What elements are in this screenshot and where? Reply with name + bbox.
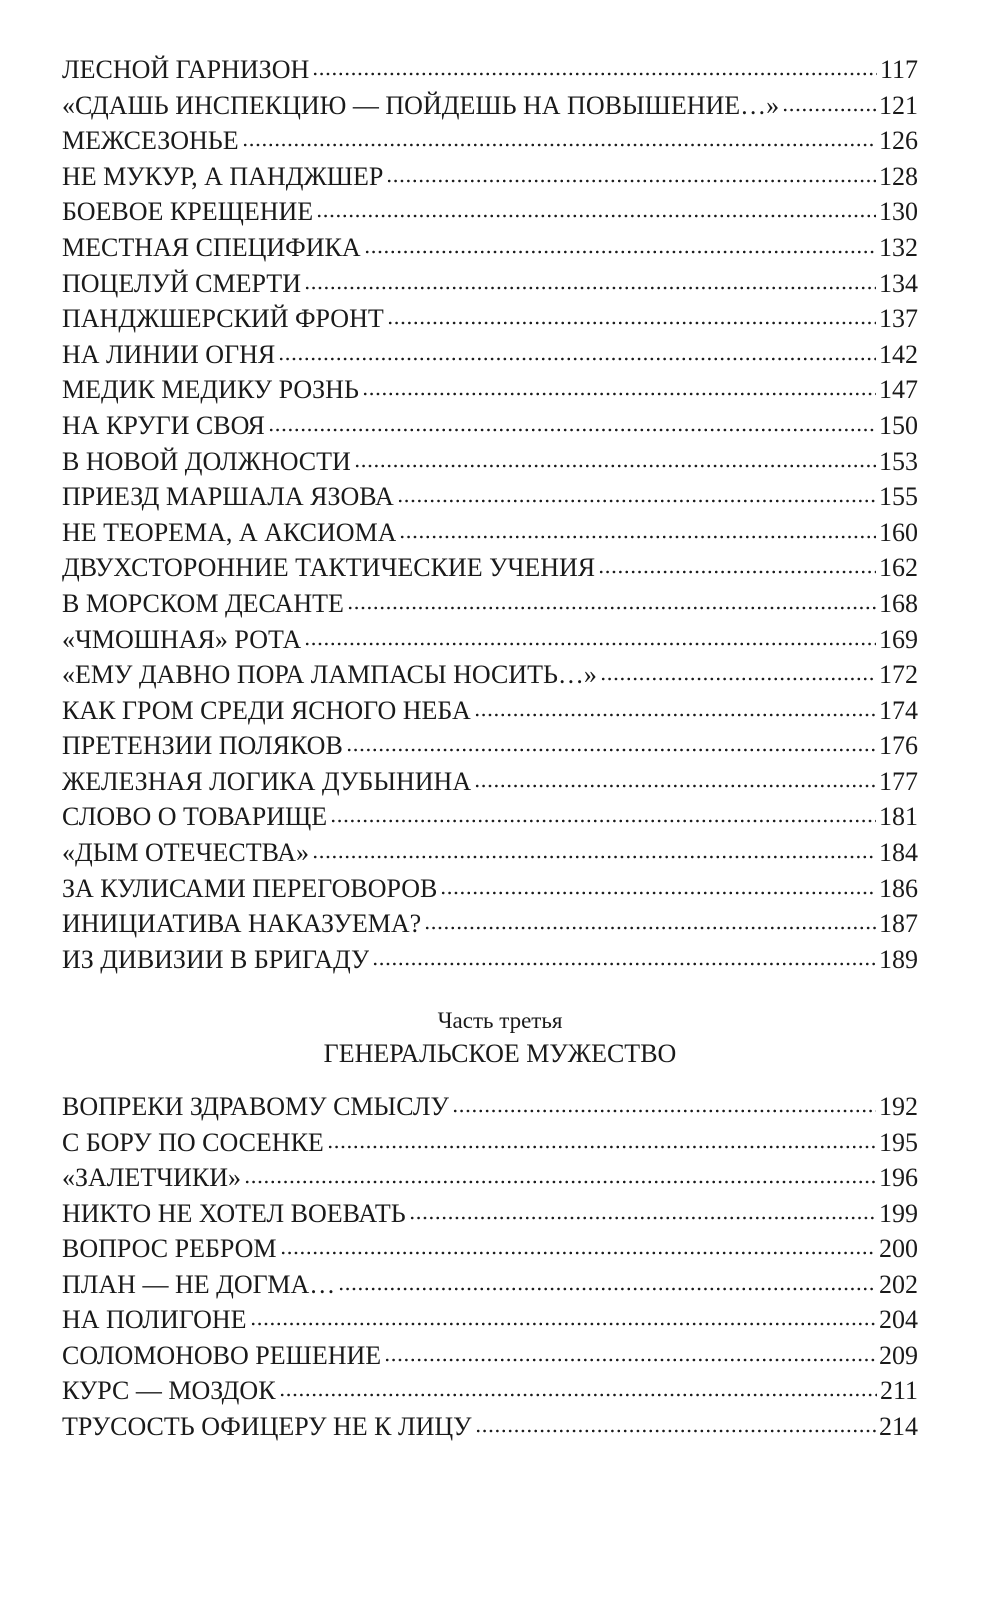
toc-entry [62, 230, 918, 266]
toc-entry [62, 88, 918, 124]
entry-page-number: 199 [879, 1198, 918, 1228]
dot-leader [279, 1393, 877, 1397]
toc-entry [62, 408, 918, 444]
entry-page-number: 147 [879, 375, 918, 405]
toc-entry [62, 1267, 918, 1303]
entry-title: НИКТО НЕ ХОТЕЛ ВОЕВАТЬ [62, 1198, 406, 1228]
entry-page-number: 214 [879, 1411, 918, 1441]
dot-leader [474, 713, 876, 717]
toc-entry [62, 799, 918, 835]
dot-leader [244, 1180, 876, 1184]
toc-entry [62, 266, 918, 302]
dot-leader [475, 1429, 876, 1433]
toc-entry [62, 550, 918, 586]
dot-leader [268, 428, 876, 432]
entry-title: ЗА КУЛИСАМИ ПЕРЕГОВОРОВ [62, 873, 438, 903]
entry-title: НЕ МУКУР, А ПАНДЖШЕР [62, 161, 384, 191]
entry-page-number: 128 [879, 161, 918, 191]
dot-leader [474, 784, 876, 788]
dot-leader [330, 819, 876, 823]
entry-title: ЛЕСНОЙ ГАРНИЗОН [62, 55, 310, 84]
dot-leader [338, 1287, 876, 1291]
entry-title: ИЗ ДИВИЗИИ В БРИГАДУ [62, 944, 370, 974]
dot-leader [312, 855, 876, 859]
toc-entry [62, 515, 918, 551]
entry-page-number: 187 [879, 909, 918, 939]
entry-page-number: 155 [879, 482, 918, 512]
dot-leader [250, 1322, 876, 1326]
entry-title: БОЕВОЕ КРЕЩЕНИЕ [62, 197, 314, 227]
entry-title: НА ЛИНИИ ОГНЯ [62, 339, 276, 369]
entry-title: СЛОВО О ТОВАРИЩЕ [62, 802, 328, 832]
entry-page-number: 209 [879, 1340, 918, 1370]
entry-title: «ЗАЛЕТЧИКИ» [62, 1163, 241, 1192]
entry-page-number: 195 [879, 1127, 918, 1157]
entry-title: «ЕМУ ДАВНО ПОРА ЛАМПАСЫ НОСИТЬ…» [62, 660, 597, 690]
entry-page-number: 176 [879, 731, 918, 761]
toc-entry [62, 1302, 918, 1338]
entry-title: ВОПРОС РЕБРОМ [62, 1234, 277, 1263]
entry-title: ПОЦЕЛУЙ СМЕРТИ [62, 268, 301, 298]
entry-title: ИНИЦИАТИВА НАКАЗУЕМА? [62, 909, 422, 939]
entry-title: ПАНДЖШЕРСКИЙ ФРОНТ [62, 304, 384, 334]
dot-leader [304, 642, 876, 646]
entry-title: В НОВОЙ ДОЛЖНОСТИ [62, 446, 351, 476]
toc-entry [62, 372, 918, 408]
toc-entry [62, 301, 918, 337]
entry-title: «ДЫМ ОТЕЧЕСТВА» [62, 838, 310, 868]
toc-entry [62, 1231, 918, 1267]
entry-title: ЖЕЛЕЗНАЯ ЛОГИКА ДУБЫНИНА [62, 766, 472, 796]
toc-entry [62, 942, 918, 978]
entry-page-number: 189 [879, 944, 918, 974]
entry-title: ВОПРЕКИ ЗДРАВОМУ СМЫСЛУ [62, 1092, 449, 1121]
dot-leader [409, 1216, 876, 1220]
entry-title: ПРЕТЕНЗИИ ПОЛЯКОВ [62, 731, 343, 761]
toc-entry [62, 1125, 918, 1161]
entry-page-number: 172 [879, 660, 918, 690]
entry-title: ТРУСОСТЬ ОФИЦЕРУ НЕ К ЛИЦУ [62, 1411, 472, 1441]
dot-leader [347, 606, 876, 610]
entry-page-number: 200 [879, 1234, 918, 1263]
toc-entry [62, 1160, 918, 1196]
part-title: ГЕНЕРАЛЬСКОЕ МУЖЕСТВО [323, 1039, 677, 1068]
toc-entry [62, 871, 918, 907]
toc-entry [62, 764, 918, 800]
entry-page-number: 160 [879, 517, 918, 547]
entry-title: В МОРСКОМ ДЕСАНТЕ [62, 588, 344, 618]
dot-leader [440, 891, 876, 895]
dot-leader [782, 108, 876, 112]
entry-page-number: 130 [879, 197, 918, 227]
toc-entry [62, 728, 918, 764]
entry-page-number: 204 [879, 1305, 918, 1334]
entry-page-number: 121 [879, 90, 918, 120]
dot-leader [362, 392, 876, 396]
toc-entry [62, 1338, 918, 1374]
entry-page-number: 168 [879, 588, 918, 618]
entry-page-number: 174 [879, 695, 918, 725]
entry-page-number: 137 [879, 304, 918, 334]
entry-page-number: 177 [879, 766, 918, 796]
entry-title: ДВУХСТОРОННИЕ ТАКТИЧЕСКИЕ УЧЕНИЯ [62, 553, 596, 583]
entry-page-number: 192 [879, 1092, 918, 1121]
entry-page-number: 142 [879, 339, 918, 369]
dot-leader [316, 214, 876, 218]
dot-leader [598, 570, 876, 574]
toc-entry [62, 657, 918, 693]
entry-title: С БОРУ ПО СОСЕНКЕ [62, 1127, 324, 1157]
entry-title: КАК ГРОМ СРЕДИ ЯСНОГО НЕБА [62, 695, 471, 725]
dot-leader [304, 286, 876, 290]
dot-leader [280, 1251, 876, 1255]
toc-entry [62, 479, 918, 515]
toc-entry [62, 444, 918, 480]
part-label: Часть третья [437, 1008, 563, 1033]
dot-leader [242, 143, 876, 147]
entry-title: «ЧМОШНАЯ» РОТА [62, 624, 302, 654]
dot-leader [364, 250, 876, 254]
toc-entry [62, 835, 918, 871]
entry-title: НА КРУГИ СВОЯ [62, 410, 265, 440]
toc-entry [62, 1089, 918, 1125]
toc-entry [62, 1196, 918, 1232]
toc-entry [62, 1373, 918, 1409]
dot-leader [278, 357, 876, 361]
toc-entry [62, 52, 918, 88]
toc-entry [62, 906, 918, 942]
entry-page-number: 211 [879, 1376, 918, 1405]
toc-entry [62, 586, 918, 622]
toc-list-part-two [62, 52, 918, 977]
entry-page-number: 150 [879, 410, 918, 440]
entry-title: ПРИЕЗД МАРШАЛА ЯЗОВА [62, 482, 394, 512]
dot-leader [372, 962, 876, 966]
dot-leader [424, 926, 876, 930]
dot-leader [386, 179, 876, 183]
entry-page-number: 153 [879, 446, 918, 476]
entry-title: МЕДИК МЕДИКУ РОЗНЬ [62, 375, 359, 405]
dot-leader [397, 499, 876, 503]
entry-page-number: 117 [879, 55, 918, 84]
entry-page-number: 169 [879, 624, 918, 654]
dot-leader [312, 72, 877, 76]
toc-list-part-three [62, 1089, 918, 1444]
entry-page-number: 184 [879, 838, 918, 868]
dot-leader [327, 1145, 876, 1149]
entry-title: НА ПОЛИГОНЕ [62, 1305, 247, 1334]
entry-title: «СДАШЬ ИНСПЕКЦИЮ — ПОЙДЕШЬ НА ПОВЫШЕНИЕ…» [62, 90, 780, 120]
entry-title: КУРС — МОЗДОК [62, 1376, 276, 1405]
entry-page-number: 202 [879, 1269, 918, 1299]
dot-leader [600, 677, 876, 681]
entry-page-number: 186 [879, 873, 918, 903]
toc-entry [62, 159, 918, 195]
dot-leader [354, 464, 876, 468]
toc-entry [62, 123, 918, 159]
toc-entry [62, 693, 918, 729]
entry-title: НЕ ТЕОРЕМА, А АКСИОМА [62, 517, 397, 547]
entry-page-number: 134 [879, 268, 918, 298]
entry-title: ПЛАН — НЕ ДОГМА… [62, 1269, 336, 1299]
entry-page-number: 196 [879, 1163, 918, 1192]
dot-leader [346, 748, 876, 752]
toc-entry [62, 1409, 918, 1445]
entry-page-number: 126 [879, 126, 918, 156]
dot-leader [387, 321, 876, 325]
toc-entry [62, 194, 918, 230]
toc-entry [62, 337, 918, 373]
dot-leader [384, 1358, 876, 1362]
dot-leader [452, 1109, 876, 1113]
entry-page-number: 162 [879, 553, 918, 583]
entry-title: СОЛОМОНОВО РЕШЕНИЕ [62, 1340, 382, 1370]
entry-page-number: 181 [879, 802, 918, 832]
entry-page-number: 132 [879, 232, 918, 262]
toc-entry [62, 622, 918, 658]
dot-leader [399, 535, 876, 539]
entry-title: МЕСТНАЯ СПЕЦИФИКА [62, 232, 361, 262]
entry-title: МЕЖСЕЗОНЬЕ [62, 126, 239, 156]
